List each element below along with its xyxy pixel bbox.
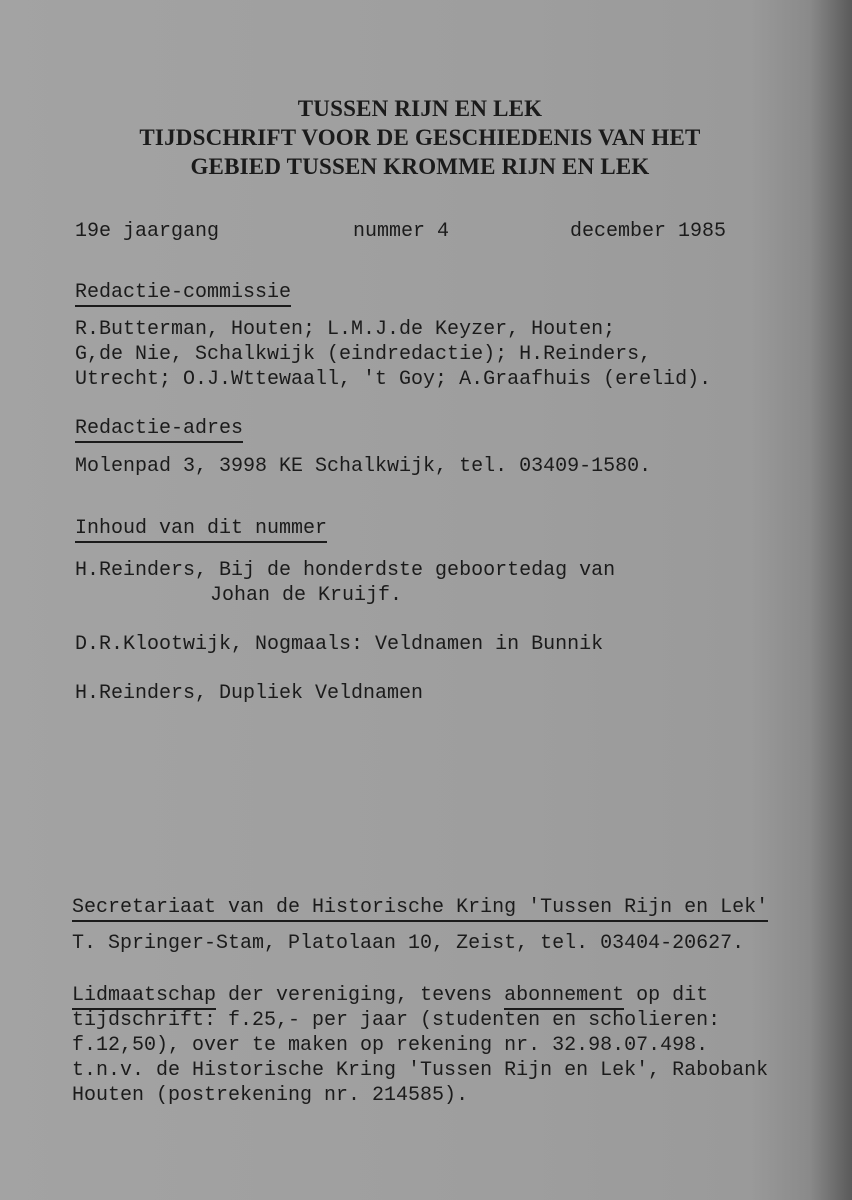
contents-item: D.R.Klootwijk, Nogmaals: Veldnamen in Bunnik [75, 633, 604, 656]
subscription-term: abonnement [504, 984, 624, 1010]
membership-text: op dit [624, 984, 709, 1007]
contents-item: H.Reinders, Bij de honderdste geboortedag van [75, 559, 616, 582]
committee-heading: Redactie-commissie [75, 281, 291, 307]
membership-line: t.n.v. de Historische Kring 'Tussen Rijn en Lek', Rabobank [72, 1059, 769, 1082]
membership-line: f.12,50), over te maken op rekening nr. 32.98.07.498. [72, 1034, 709, 1057]
membership-line: tijdschrift: f.25,- per jaar (studenten en scholieren: [72, 1009, 721, 1032]
contents-item: H.Reinders, Dupliek Veldnamen [75, 682, 424, 705]
membership-term: Lidmaatschap [72, 984, 216, 1010]
volume: 19e jaargang [75, 220, 220, 243]
committee-line: R.Butterman, Houten; L.M.J.de Keyzer, Houten; [75, 318, 616, 341]
contents-heading: Inhoud van dit nummer [75, 517, 327, 543]
address-line: Molenpad 3, 3998 KE Schalkwijk, tel. 03409-1580. [75, 455, 652, 478]
membership-text: der vereniging, tevens [216, 984, 505, 1007]
committee-line: G,de Nie, Schalkwijk (eindredactie); H.Reinders, [75, 343, 652, 366]
journal-subtitle-2: GEBIED TUSSEN KROMME RIJN EN LEK [190, 154, 650, 179]
issue-date: december 1985 [570, 220, 727, 243]
contents-item-continued: Johan de Kruijf. [210, 584, 403, 607]
membership-line: Houten (postrekening nr. 214585). [72, 1084, 469, 1107]
journal-subtitle-1: TIJDSCHRIFT VOOR DE GESCHIEDENIS VAN HET [139, 125, 701, 150]
address-heading: Redactie-adres [75, 417, 243, 443]
membership-line [72, 983, 708, 1008]
journal-title: TUSSEN RIJN EN LEK [297, 96, 543, 121]
committee-line: Utrecht; O.J.Wttewaall, 't Goy; A.Graafhuis (erelid). [75, 368, 712, 391]
secretariat-heading: Secretariaat van de Historische Kring 'Tussen Rijn en Lek' [72, 896, 768, 922]
issue-number: nummer 4 [353, 220, 450, 243]
secretariat-line: T. Springer-Stam, Platolaan 10, Zeist, tel. 03404-20627. [72, 932, 745, 955]
